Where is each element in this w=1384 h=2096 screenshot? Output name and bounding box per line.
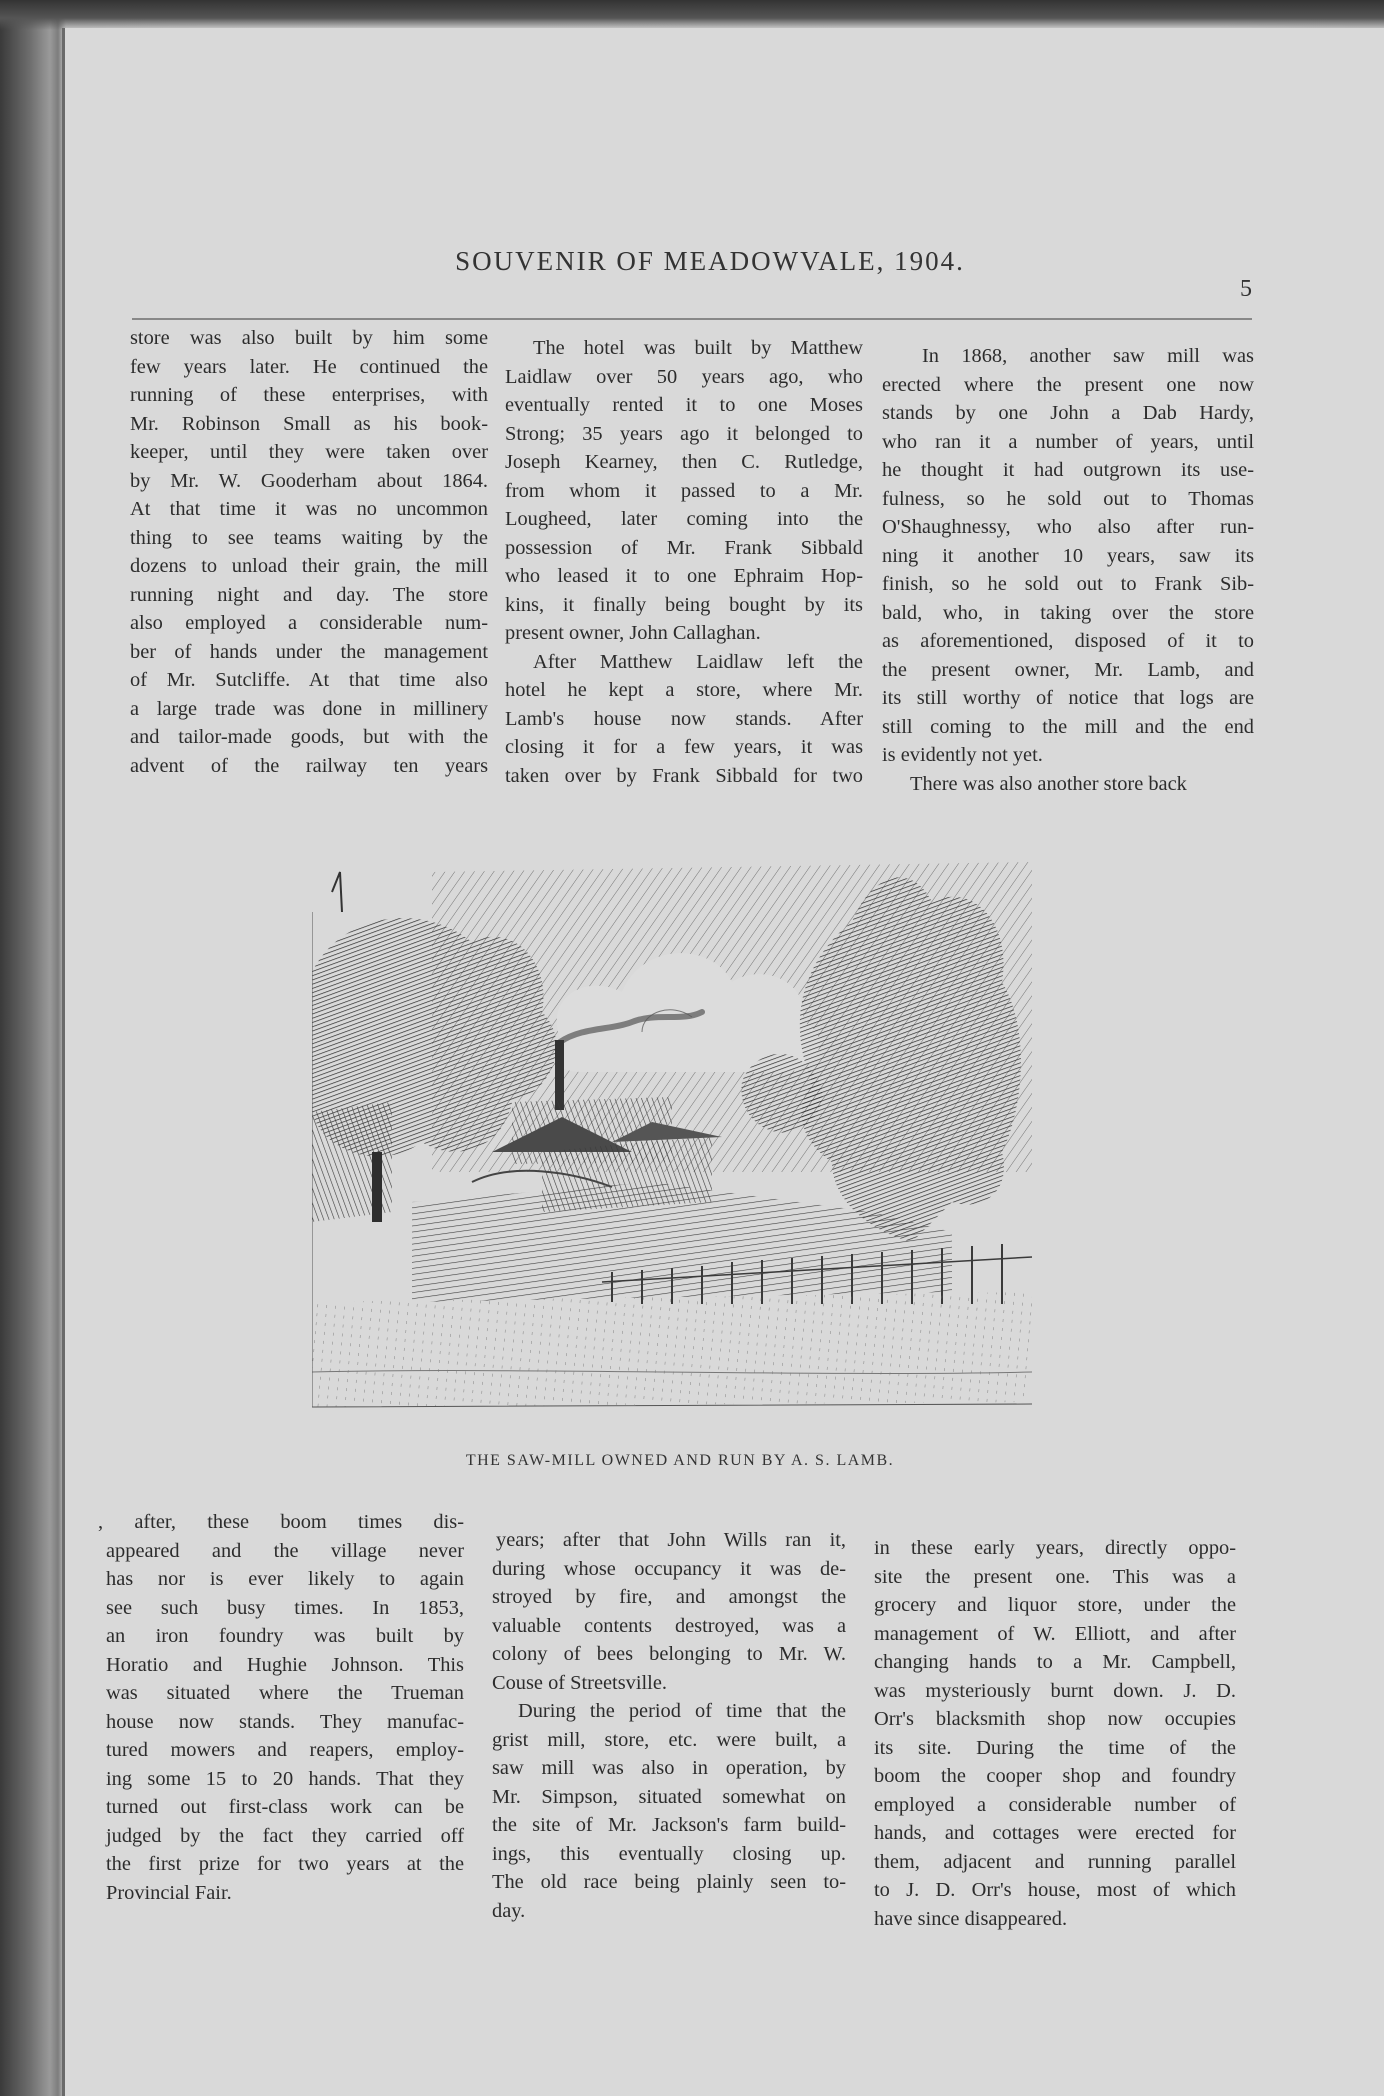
text-line: in these early years, directly oppo- xyxy=(874,1537,1236,1559)
text-line: have since disappeared. xyxy=(874,1907,1068,1930)
text-line: In 1868, another saw mill was xyxy=(922,345,1254,367)
text-line: of Mr. Sutcliffe. At that time also xyxy=(130,669,488,691)
text-line: thing to see teams waiting by the xyxy=(130,526,488,549)
text-line: the present owner, Mr. Lamb, and xyxy=(882,658,1254,681)
text-line: eventually rented it to one Moses xyxy=(505,394,863,416)
text-line: Mr. Robinson Small as his book- xyxy=(130,412,488,435)
text-line: turned out first-class work can be xyxy=(106,1796,464,1818)
text-column-top-middle xyxy=(505,334,863,790)
text-line: them, adjacent and running parallel xyxy=(874,1850,1236,1873)
text-line: to J. D. Orr's house, most of which xyxy=(874,1879,1236,1901)
text-line: who leased it to one Ephraim Hop- xyxy=(505,565,863,587)
text-line: still coming to the mill and the end xyxy=(882,715,1254,738)
illustration-caption: THE SAW-MILL OWNED AND RUN BY A. S. LAMB. xyxy=(465,1452,895,1469)
text-line: a large trade was done in millinery xyxy=(130,697,488,720)
text-line: keeper, until they were taken over xyxy=(130,441,488,463)
text-line: changing hands to a Mr. Campbell, xyxy=(874,1651,1236,1673)
text-line: judged by the fact they carried off xyxy=(106,1824,464,1847)
text-line: employed a considerable number of xyxy=(874,1793,1236,1816)
text-line: house now stands. They manufac- xyxy=(106,1710,464,1733)
text-line: taken over by Frank Sibbald for two xyxy=(505,764,863,787)
text-line: running night and day. The store xyxy=(130,583,488,606)
text-line: Mr. Simpson, situated somewhat on xyxy=(492,1785,846,1808)
text-line: stands by one John a Dab Hardy, xyxy=(882,402,1254,424)
text-line: an iron foundry was built by xyxy=(106,1625,464,1647)
text-line: bald, who, in taking over the store xyxy=(882,601,1254,624)
text-line: There was also another store back xyxy=(910,772,1187,795)
text-line: possession of Mr. Frank Sibbald xyxy=(505,536,863,559)
text-line: ning it another 10 years, saw its xyxy=(882,544,1254,567)
text-line: from whom it passed to a Mr. xyxy=(505,479,863,502)
text-line: running of these enterprises, with xyxy=(130,384,488,406)
text-line: erected where the present one now xyxy=(882,373,1254,396)
text-line: has nor is ever likely to again xyxy=(106,1568,464,1590)
text-line: was situated where the Trueman xyxy=(106,1682,464,1704)
text-line: boom the cooper shop and foundry xyxy=(874,1765,1236,1787)
text-line: fulness, so he sold out to Thomas xyxy=(882,487,1254,510)
text-line: valuable contents destroyed, was a xyxy=(492,1614,846,1637)
text-line: store was also built by him some xyxy=(130,327,488,349)
text-line: day. xyxy=(492,1899,526,1922)
text-line: stroyed by fire, and amongst the xyxy=(492,1586,846,1608)
text-line: The hotel was built by Matthew xyxy=(533,337,863,359)
scan-top-shadow xyxy=(0,0,1384,30)
text-line: Strong; 35 years ago it belonged to xyxy=(505,422,863,445)
text-column-bottom-middle xyxy=(492,1526,846,1925)
text-line: hotel he kept a store, where Mr. xyxy=(505,679,863,701)
header-rule xyxy=(132,318,1252,320)
text-line: O'Shaughnessy, who also after run- xyxy=(882,516,1254,538)
text-column-bottom-left xyxy=(98,1508,464,1907)
text-line: hands, and cottages were erected for xyxy=(874,1822,1236,1844)
text-line: is evidently not yet. xyxy=(882,744,1043,766)
text-line: its still worthy of notice that logs are xyxy=(882,687,1254,709)
text-line: grist mill, store, etc. were built, a xyxy=(492,1728,846,1751)
text-line: Horatio and Hughie Johnson. This xyxy=(106,1653,464,1676)
text-line: who ran it a number of years, until xyxy=(882,430,1254,453)
text-line: appeared and the village never xyxy=(106,1539,464,1562)
text-line: At that time it was no uncommon xyxy=(130,498,488,520)
text-line: Orr's blacksmith shop now occupies xyxy=(874,1708,1236,1730)
running-header: SOUVENIR OF MEADOWVALE, 1904. xyxy=(455,246,965,276)
text-column-bottom-right xyxy=(874,1534,1236,1933)
text-line: closing it for a few years, it was xyxy=(505,736,863,758)
text-column-top-left xyxy=(130,324,488,780)
saw-mill-engraving xyxy=(312,852,1042,1410)
text-column-top-right xyxy=(882,342,1254,798)
text-line: Provincial Fair. xyxy=(106,1881,232,1904)
text-line: tured mowers and reapers, employ- xyxy=(106,1739,464,1761)
text-line: site the present one. This was a xyxy=(874,1565,1236,1588)
text-line: the site of Mr. Jackson's farm build- xyxy=(492,1814,846,1836)
text-line: and tailor-made goods, but with the xyxy=(130,726,488,748)
text-line: colony of bees belonging to Mr. W. xyxy=(492,1643,846,1665)
text-line: grocery and liquor store, under the xyxy=(874,1594,1236,1616)
text-line: present owner, John Callaghan. xyxy=(505,622,761,644)
text-line: Lamb's house now stands. After xyxy=(505,707,863,730)
text-line: Lougheed, later coming into the xyxy=(505,508,863,530)
text-line: Laidlaw over 50 years ago, who xyxy=(505,365,863,388)
text-line: kins, it finally being bought by its xyxy=(505,593,863,616)
text-line: was mysteriously burnt down. J. D. xyxy=(874,1679,1236,1702)
text-line: its site. During the time of the xyxy=(874,1736,1236,1759)
text-line: as aforementioned, disposed of it to xyxy=(882,630,1254,652)
text-line: see such busy times. In 1853, xyxy=(106,1596,464,1619)
text-line: years; after that John Wills ran it, xyxy=(496,1529,846,1551)
text-line: during whose occupancy it was de- xyxy=(492,1557,846,1580)
text-line: few years later. He continued the xyxy=(130,355,488,378)
text-line: After Matthew Laidlaw left the xyxy=(533,650,863,673)
text-line: During the period of time that the xyxy=(518,1700,846,1722)
text-line: he thought it had outgrown its use- xyxy=(882,459,1254,481)
text-line: finish, so he sold out to Frank Sib- xyxy=(882,573,1254,595)
text-line: also employed a considerable num- xyxy=(130,612,488,634)
text-line: , after, these boom times dis- xyxy=(98,1511,464,1533)
text-line: saw mill was also in operation, by xyxy=(492,1757,846,1779)
text-line: the first prize for two years at the xyxy=(106,1853,464,1875)
text-line: dozens to unload their grain, the mill xyxy=(130,555,488,577)
text-line: The old race being plainly seen to- xyxy=(492,1871,846,1893)
page-number: 5 xyxy=(1240,276,1252,302)
text-line: Joseph Kearney, then C. Rutledge, xyxy=(505,451,863,473)
text-line: Couse of Streetsville. xyxy=(492,1671,667,1694)
text-line: ing some 15 to 20 hands. That they xyxy=(106,1767,464,1790)
text-line: ber of hands under the management xyxy=(130,640,488,663)
text-line: ings, this eventually closing up. xyxy=(492,1842,846,1865)
text-line: by Mr. W. Gooderham about 1864. xyxy=(130,469,488,492)
text-line: advent of the railway ten years xyxy=(130,754,488,777)
text-line: management of W. Elliott, and after xyxy=(874,1622,1236,1645)
